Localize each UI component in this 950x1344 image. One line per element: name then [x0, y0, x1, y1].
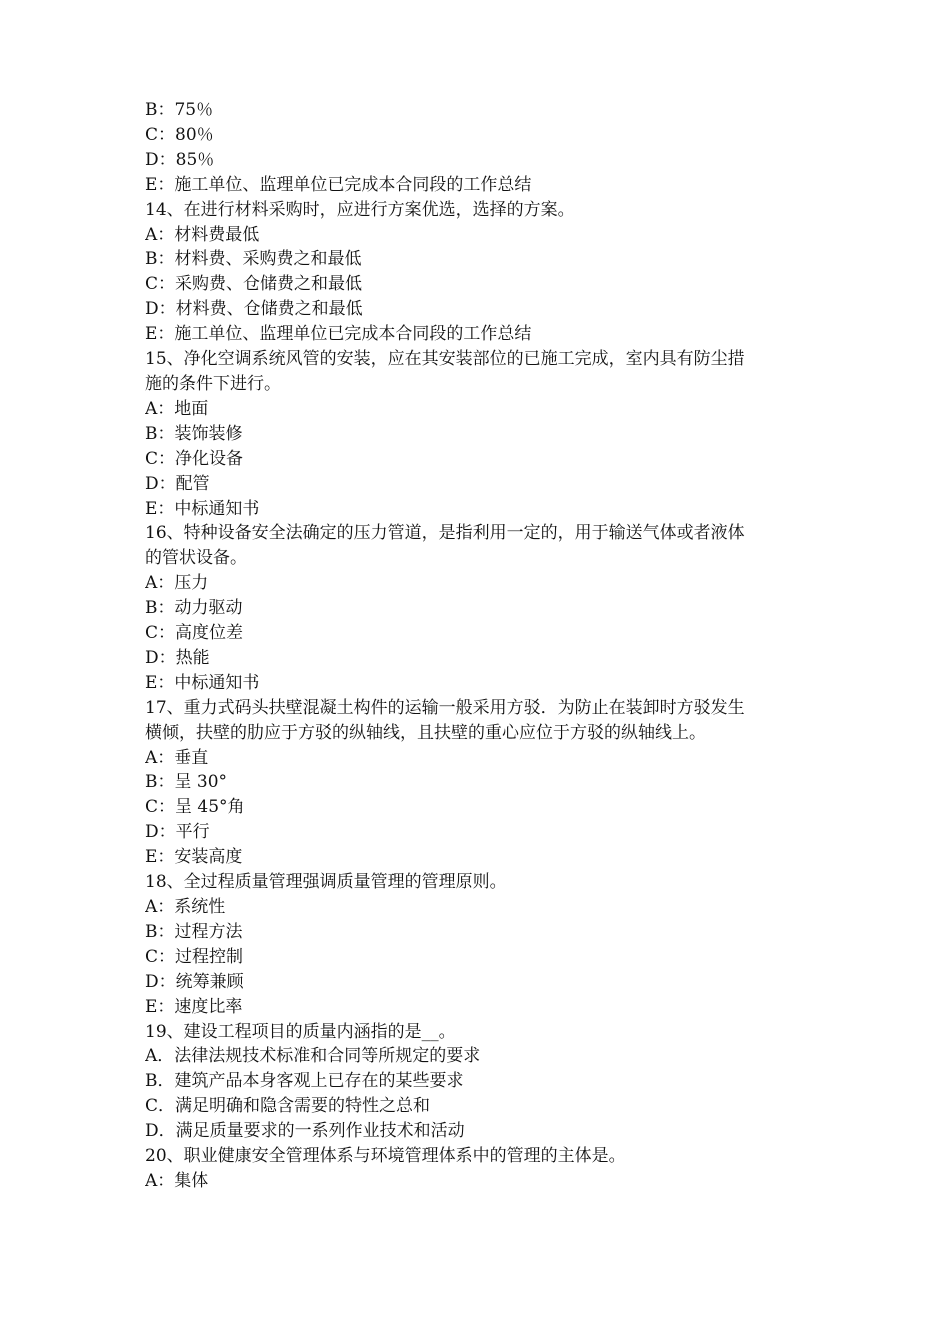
- question-text-line: 横倾，扶壁的肋应于方驳的纵轴线，且扶壁的重心应位于方驳的纵轴线上。: [145, 722, 706, 743]
- answer-option-line: B：过程方法: [145, 921, 243, 942]
- answer-option-line: B：呈 30°: [145, 772, 228, 793]
- answer-option-line: A：系统性: [145, 897, 226, 917]
- answer-option-line: B：装饰装修: [145, 423, 243, 444]
- answer-option-line: C：净化设备: [145, 448, 244, 469]
- question-list: [145, 98, 815, 1194]
- question-text-line: 19、建设工程项目的质量内涵指的是__。: [145, 1021, 456, 1042]
- answer-option-line: A：地面: [145, 398, 209, 419]
- answer-option-line: A：垂直: [145, 747, 209, 768]
- question-text-line: 16、特种设备安全法确定的压力管道，是指利用一定的，用于输送气体或者液体: [145, 523, 745, 544]
- answer-option-line: D：平行: [145, 822, 210, 843]
- answer-option-line: B：材料费、采购费之和最低: [145, 249, 362, 270]
- question-text-line: 施的条件下进行。: [145, 373, 281, 394]
- answer-option-line: A．法律法规技术标准和合同等所规定的要求: [145, 1046, 481, 1067]
- answer-option-line: B．建筑产品本身客观上已存在的某些要求: [145, 1071, 464, 1092]
- answer-option-line: E：中标通知书: [145, 672, 260, 693]
- question-text-line: 的管状设备。: [145, 548, 247, 569]
- answer-option-line: E：速度比率: [145, 996, 243, 1017]
- answer-option-line: A：集体: [145, 1170, 209, 1191]
- answer-option-line: D：统筹兼顾: [145, 971, 244, 992]
- question-text-line: 17、重力式码头扶壁混凝土构件的运输一般采用方驳．为防止在装卸时方驳发生: [145, 697, 745, 718]
- answer-option-line: D：85％: [145, 149, 215, 170]
- answer-option-line: A：压力: [145, 573, 209, 594]
- answer-option-line: E：安装高度: [145, 847, 243, 868]
- answer-option-line: C：80％: [145, 124, 214, 145]
- answer-option-line: B：动力驱动: [145, 598, 243, 619]
- answer-option-line: C：呈 45°角: [145, 797, 245, 818]
- answer-option-line: A：材料费最低: [145, 224, 260, 245]
- answer-option-line: C．满足明确和隐含需要的特性之总和: [145, 1096, 431, 1117]
- question-text-line: 15、净化空调系统风管的安装，应在其安装部位的已施工完成，室内具有防尘措: [145, 349, 745, 370]
- answer-option-line: B：75％: [145, 100, 214, 120]
- answer-option-line: D：材料费、仓储费之和最低: [145, 299, 363, 320]
- question-text-line: 18、全过程质量管理强调质量管理的管理原则。: [145, 872, 507, 893]
- question-text-line: 20、职业健康安全管理体系与环境管理体系中的管理的主体是。: [145, 1146, 626, 1167]
- answer-option-line: D：热能: [145, 647, 210, 668]
- answer-option-line: D：配管: [145, 473, 210, 494]
- answer-option-line: C：高度位差: [145, 623, 244, 644]
- question-text-line: 14、在进行材料采购时，应进行方案优选，选择的方案。: [145, 199, 575, 220]
- answer-option-line: E：施工单位、监理单位已完成本合同段的工作总结: [145, 324, 532, 345]
- answer-option-line: D．满足质量要求的一系列作业技术和活动: [145, 1121, 465, 1142]
- answer-option-line: C：过程控制: [145, 946, 244, 967]
- answer-option-line: E：中标通知书: [145, 498, 260, 519]
- answer-option-line: C：采购费、仓储费之和最低: [145, 274, 363, 295]
- answer-option-line: E：施工单位、监理单位已完成本合同段的工作总结: [145, 174, 532, 195]
